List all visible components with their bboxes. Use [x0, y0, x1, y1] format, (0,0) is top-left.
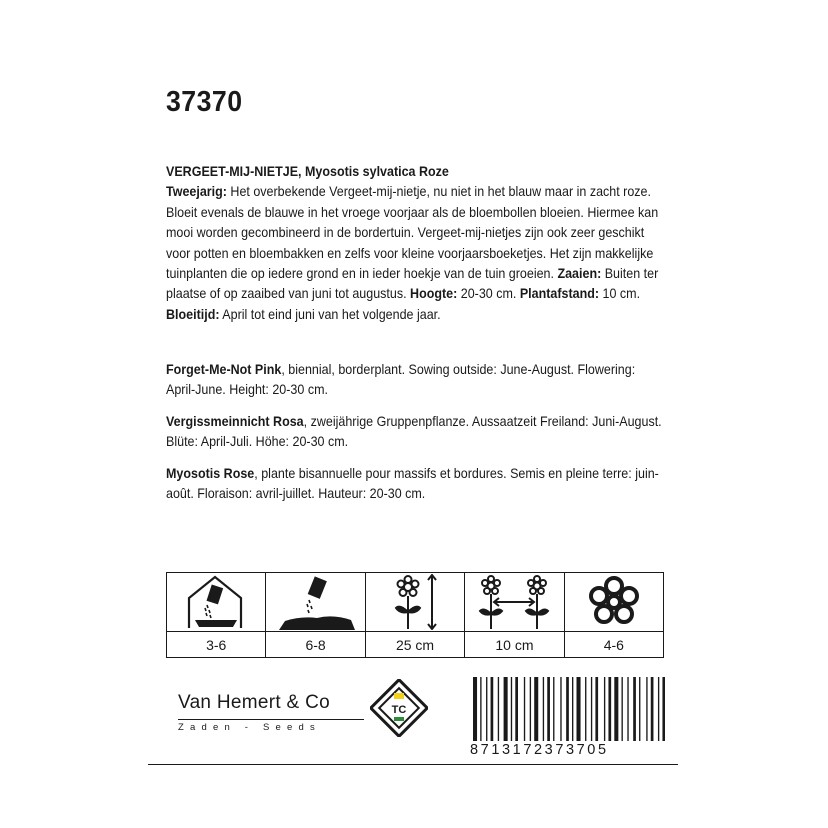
product-title: VERGEET-MIJ-NIETJE, Myosotis sylvatica Roze	[166, 164, 449, 179]
icon-cell-flowering	[565, 573, 663, 657]
icon-cell-spacing	[465, 573, 564, 657]
greenhouse-sowing-icon	[167, 573, 265, 632]
icon-cell-greenhouse	[167, 573, 266, 657]
icon-cell-height	[366, 573, 465, 657]
barcode-icon	[473, 677, 665, 741]
article-code: 37370	[166, 86, 243, 118]
sowing-icons-table	[166, 572, 664, 658]
icon-value: 6-8	[305, 636, 326, 653]
description-german: Vergissmeinnicht Rosa, zweijährige Gruppenpflanze. Aussaatzeit Freiland: Juni-August. Blüte: April-Juli. Höhe: 20-30 cm.	[166, 414, 662, 450]
brand-underline	[178, 719, 364, 720]
icon-cell-outdoor	[266, 573, 365, 657]
logo-lettering: TC	[391, 704, 407, 716]
description-dutch	[166, 162, 663, 325]
icon-value: 10 cm	[495, 636, 534, 653]
flowering-icon	[565, 573, 663, 632]
icon-value: 25 cm	[395, 636, 435, 653]
plant-spacing-icon	[465, 573, 563, 632]
outdoor-sowing-icon	[266, 573, 364, 632]
barcode-number: 8713172373705	[470, 742, 609, 758]
icon-value: 3-6	[206, 636, 227, 653]
description-french: Myosotis Rose, plante bisannuelle pour massifs et bordures. Semis en pleine terre: juin-août. Floraison: avril-juillet. Hauteur: 20-30 cm.	[166, 466, 659, 502]
icon-value: 4-6	[603, 636, 624, 653]
dutch-body: Tweejarig: Het overbekende Vergeet-mij-nietje, nu niet in het blauw maar in zacht roze. Bloeit evenals de blauwe in het vroege voorjaar als de bloembollen bloeien. Hiermee kan mooi worden gecombineerd in de bordertuin. Vergeet-mij-nietjes zijn ook zeer geschikt voor potten en bloembakken en zelfs voor kleine voorjaarsboeketjes. Het zijn makkelijke tuinplanten die op iedere grond en in ieder hoekje van de tuin groeien. Zaaien: Buiten ter plaatse of op zaaibed van juni tot augustus. Hoogte: 20-30 cm. Plantafstand: 10 cm. Bloeitijd: April tot eind juni van het volgende jaar.	[166, 184, 659, 322]
company-logo-icon	[370, 679, 428, 737]
description-english: Forget-Me-Not Pink, biennial, borderplant. Sowing outside: June-August. Flowering: April-June. Height: 20-30 cm.	[166, 362, 636, 398]
bottom-divider	[148, 764, 678, 765]
plant-height-icon	[366, 573, 464, 632]
brand-name: Van Hemert & Co	[178, 692, 330, 713]
brand-tagline: Zaden - Seeds	[178, 722, 321, 733]
